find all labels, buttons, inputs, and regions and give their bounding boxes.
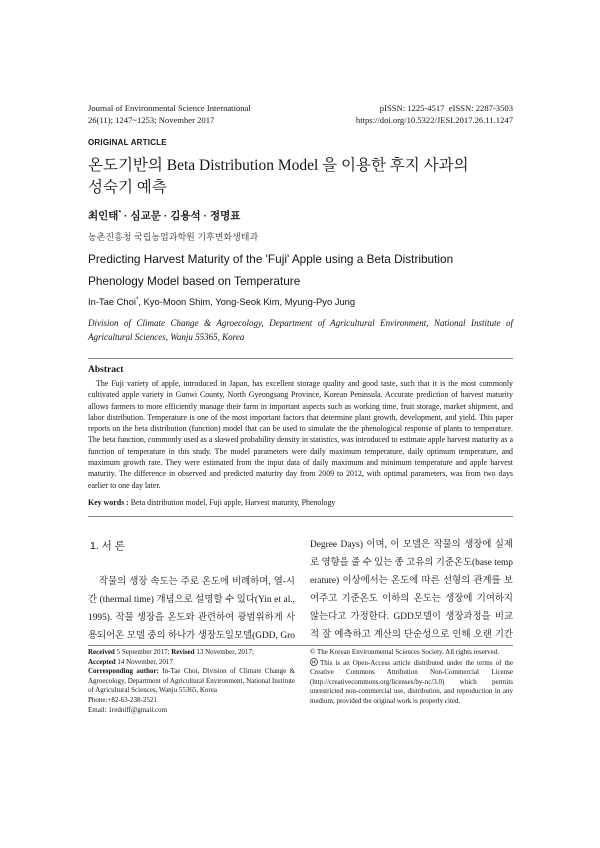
- revised-label: Revised: [171, 648, 195, 656]
- footer-article-info: [88, 648, 295, 723]
- korean-other-authors: · 심교문 · 김용석 · 정명표: [124, 210, 241, 222]
- keywords: [88, 497, 513, 508]
- keywords-text: Beta distribution model, Fuji apple, Harvest maturity, Phenology: [130, 498, 336, 507]
- footer-license: [310, 648, 513, 723]
- revised-date: 13 November, 2017;: [196, 648, 254, 656]
- english-other-authors: , Kyo-Moon Shim, Yong-Seok Kim, Myung-Pyo Jung: [138, 296, 356, 307]
- divider: [88, 358, 513, 359]
- received-label: Received: [88, 648, 115, 656]
- footer-divider: [88, 645, 513, 646]
- creative-commons-icon: [310, 658, 318, 666]
- abstract-text: The Fuji variety of apple, introduced in Japan, has excellent storage quality and good taste, such that it is the most commonly cultivated apple variety in Gunwi County, North Gyeongsang Province, Korean Peninsula. Accurate prediction of harvest maturity allows farmers to more efficiently manage their farm in important aspects such as working time, fruit storage, market shipment, and labor distribution. Temperature is one of the most important factors that determine plant growth, development, and yield. This paper reports on the beta distribution (function) model that can be used to simulate the the phenological response of plants to temperature. The beta function, commonly used as a skewed probability density in statistics, was introduced to estimate apple harvest maturity as a function of temperature in this study. The model parameters were daily maximum temperature, daily optimum temperature, and maximum growth rate. They were estimated from the input data of daily maximum and minimum temperature and apple harvest maturity. The difference in observed and predicted maturity day from 2009 to 2012, with optimal parameters, was from two days earlier to one day later.: [88, 379, 513, 490]
- corresponding-text: In-Tae Choi, Division of Climate Change & Agroecology, Department of Agricultural Environment, National Institute of Agricultural Sciences, Wanju 55365, Korea: [88, 667, 295, 695]
- footer-accepted: [88, 658, 295, 668]
- english-author-list: [88, 295, 513, 308]
- doi-link[interactable]: https://doi.org/10.5322/JESI.2017.26.11.1247: [355, 114, 513, 125]
- corresponding-label: Corresponding author:: [88, 667, 159, 676]
- received-date: 5 September 2017;: [116, 648, 170, 656]
- license-text: This is an Open-Access article distributed under the terms of the Creative Commons Attribution Non-Commercial License (http://creativecommons.org/licenses/by-nc/3.0) which permits unrestricted non-commercial use, distribution, and reproduction in any medium, provided the original work is properly cited.: [310, 658, 513, 705]
- journal-volume-info: 26(11); 1247~1253; November 2017: [88, 114, 215, 125]
- body-column-left: 작물의 생장 속도는 주로 온도에 비례하며, 열-시간 (thermal time) 개념으로 설명할 수 있다(Yin et al., 1995). 작물 생장을 온도와 관련하여 광범위하게 사용되어온 모델 중의 하나가 생장도일모델(GDD, Gro: [88, 577, 295, 641]
- accepted-label: Accepted: [88, 657, 116, 666]
- korean-title: [88, 155, 513, 199]
- english-title-line: Predicting Harvest Maturity of the 'Fuji' Apple using a Beta Distribution: [88, 252, 454, 266]
- korean-first-author: 최인태: [88, 210, 119, 222]
- accepted-date: 14 November, 2017: [117, 657, 173, 666]
- corresponding-mark: *: [135, 295, 139, 303]
- footer-license-text: [310, 658, 513, 707]
- footer-dates: [88, 648, 295, 658]
- korean-author-list: [88, 209, 513, 223]
- journal-header-right: [300, 103, 513, 126]
- article-type-label: ORIGINAL ARTICLE: [88, 138, 167, 147]
- footer-copyright: © The Korean Environmental Sciences Society. All rights reserved.: [310, 648, 500, 656]
- corresponding-mark: *: [118, 209, 122, 217]
- korean-title-line: 온도기반의 Beta Distribution Model 을 이용한 후지 사과의: [88, 157, 469, 174]
- abstract-heading: Abstract: [88, 365, 124, 375]
- journal-name: Journal of Environmental Science International: [88, 103, 251, 113]
- footer-corresponding-author: [88, 667, 295, 696]
- english-first-author: In-Tae Choi: [88, 296, 136, 307]
- body-column-right: Degree Days) 이며, 이 모델은 작물의 생장에 실제로 영향을 줄 수 있는 종 고유의 기준온도(base temperature) 이상에서는 온도에 따른 선형의 관계를 보여주고 기준온도 이하의 온도는 생장에 기여하지 않는다고 가정한다. GDD모델이 생장과정을 비교적 잘 예측하고 계산의 단순성으로 인해 오랜 기간: [310, 540, 513, 640]
- issn-info: pISSN: 1225-4517 eISSN: 2287-3503: [379, 103, 513, 113]
- keywords-label: Key words :: [88, 498, 129, 507]
- english-title-line: Phenology Model based on Temperature: [88, 274, 301, 288]
- footer-email[interactable]: Email: 1redniff@gmail.com: [88, 705, 168, 714]
- korean-title-line: 성숙기 예측: [88, 179, 167, 196]
- footer-phone: Phone:+82-63-238-2521: [88, 695, 157, 704]
- section-heading: 1. 서 론: [90, 540, 125, 552]
- korean-affiliation: 농촌진흥청 국립농업과학원 기후변화생태과: [88, 232, 259, 242]
- english-affiliation: Division of Climate Change & Agroecology, Department of Agricultural Environment, National Institute of Agricultural Sciences, Wanju 55365, Korea: [88, 318, 513, 342]
- english-title: [88, 248, 513, 292]
- divider: [88, 516, 513, 517]
